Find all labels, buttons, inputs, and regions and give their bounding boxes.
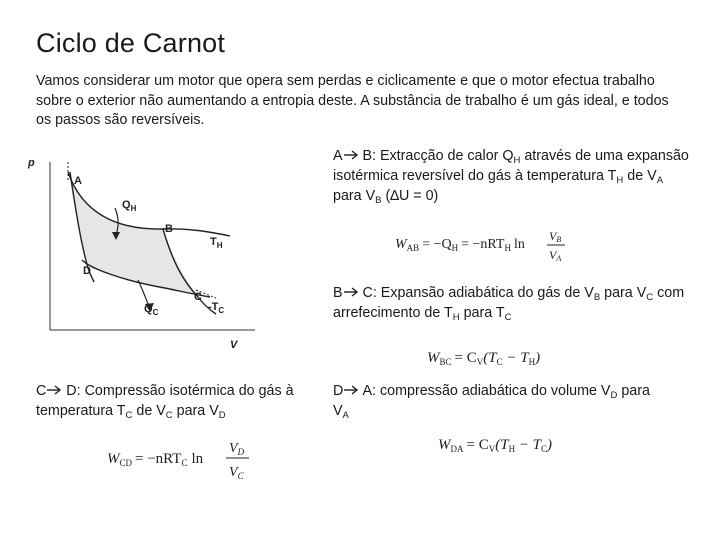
step-sub: C [165, 410, 173, 421]
q-hot-label: $Q_H$ [122, 199, 137, 213]
step-a-b [333, 146, 693, 206]
carnot-pv-diagram [20, 150, 260, 355]
equation-w-da [436, 427, 596, 461]
axis-v-label: V [230, 339, 238, 351]
t-hot-label: $T_H$ [210, 236, 223, 250]
step-from: A [333, 148, 343, 164]
point-b-label: B [165, 223, 173, 235]
point-c-label: C [194, 291, 202, 303]
step-text: de V [623, 168, 657, 184]
step-text: para V [333, 188, 376, 204]
step-sub: A [656, 175, 664, 186]
step-c-d [36, 381, 326, 421]
cycle-area [70, 180, 198, 295]
step-text: (∆U = 0) [381, 188, 439, 204]
step-d-a [333, 381, 663, 421]
step-text: A: compressão adiabática do volume V [359, 383, 611, 399]
step-sub: C [646, 292, 654, 303]
step-sub: H [513, 155, 521, 166]
step-text: para V [333, 383, 650, 419]
step-text: D: Compressão isotérmica do gás à temperatura T [36, 383, 294, 419]
equation-w-bc [425, 340, 585, 374]
svg-text:VA: VA [549, 248, 562, 263]
step-from: D [333, 383, 344, 399]
step-sub: A [342, 410, 349, 421]
equation-w-cd [105, 434, 265, 484]
svg-text:VD: $V_D$ [229, 441, 245, 457]
t-cold-label: $-T_C$ [208, 301, 225, 315]
svg-text:WCD= −nRTCln: $W_{CD} = -nRT_C$ ln [107, 451, 204, 468]
step-sub: B [593, 292, 601, 303]
q-cold-label: $Q_C$ [144, 303, 159, 317]
step-sub: H [452, 312, 460, 323]
right-arrow-icon [343, 385, 359, 395]
step-text: de V [132, 403, 166, 419]
step-sub: D [218, 410, 226, 421]
step-text: com arrefecimento de T [333, 285, 685, 321]
step-sub: H [616, 175, 624, 186]
point-a-label: A [74, 175, 82, 187]
svg-text:VC: $V_C$ [229, 465, 244, 481]
axis-p-label: p [28, 157, 35, 169]
right-arrow-icon [343, 287, 359, 297]
equation-w-ab [393, 224, 573, 266]
step-text: através de uma expansão isotérmica reversível do gás à temperatura T [333, 148, 689, 184]
step-text: para T [459, 305, 505, 321]
slide-title: Ciclo de Carnot [36, 28, 226, 58]
step-sub: C [504, 312, 512, 323]
svg-text:WAB= −QH= −nRTHln: $W_{AB} = -Q_H = -nRT_H$ ln [395, 237, 525, 253]
intro-paragraph: Vamos considerar um motor que opera sem perdas e ciclicamente e que o motor efectua trabalho sobre o exterior não aumentando a entropia deste. A substância de trabalho é um gás ideal, e todos os passos são reversíveis. [36, 73, 669, 128]
step-b-c [333, 283, 713, 323]
svg-text:VB: VB [549, 229, 562, 244]
step-from: B [333, 285, 343, 301]
step-text: para V [172, 403, 219, 419]
step-sub: C [125, 410, 133, 421]
step-sub: D [610, 390, 618, 401]
right-arrow-icon [343, 150, 359, 160]
svg-text:WDA= CV(TH − TC): $W_{DA} = C_V(T_H - T_C)$ [438, 437, 553, 454]
step-sub: B [375, 195, 382, 206]
step-text: C: Expansão adiabática do gás de V [358, 285, 594, 301]
step-text: B: Extracção de calor Q [358, 148, 514, 164]
point-d-label: D [83, 265, 91, 277]
svg-text:WBC= CV(TC − TH): $W_{BC} = C_V(T_C - T_H)$ [427, 350, 541, 367]
step-from: C [36, 383, 47, 399]
right-arrow-icon [46, 385, 62, 395]
step-text: para V [600, 285, 647, 301]
